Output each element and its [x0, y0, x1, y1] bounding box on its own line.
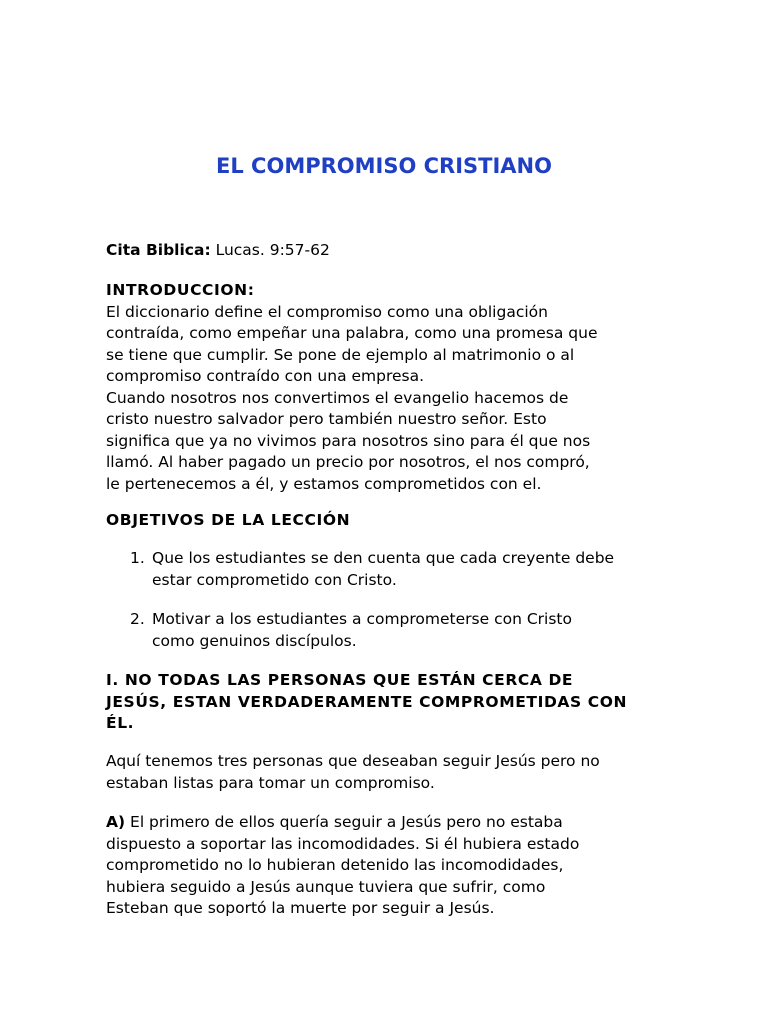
- objetivo-line: Motivar a los estudiantes a comprometerse con Cristo: [152, 610, 572, 628]
- cita-biblica: [106, 240, 666, 262]
- section-1-paragraph: [106, 751, 666, 794]
- objetivo-line: como genuinos discípulos.: [152, 631, 357, 650]
- intro-line: El diccionario define el compromiso como una obligación: [106, 302, 548, 321]
- point-a-label: A): [106, 813, 126, 831]
- paragraph-line: hubiera seguido a Jesús aunque tuviera que sufrir, como: [106, 877, 546, 896]
- intro-line: llamó. Al haber pagado un precio por nosotros, el nos compró,: [106, 453, 590, 471]
- section-heading-line: I. NO TODAS LAS PERSONAS QUE ESTÁN CERCA DE: [106, 671, 574, 689]
- paragraph-line: Esteban que soportó la muerte por seguir a Jesús.: [106, 899, 495, 917]
- intro-line: se tiene que cumplir. Se pone de ejemplo al matrimonio o al: [106, 345, 575, 364]
- objetivo-line: Que los estudiantes se den cuenta que cada creyente debe: [152, 549, 615, 567]
- introduccion-heading: INTRODUCCION:: [106, 281, 255, 299]
- objetivo-item-1: [130, 548, 670, 591]
- cita-label: Cita Biblica:: [106, 241, 211, 259]
- document-title: EL COMPROMISO CRISTIANO: [216, 154, 552, 178]
- intro-line: compromiso contraído con una empresa.: [106, 367, 425, 385]
- intro-line: significa que ya no vivimos para nosotros sino para él que nos: [106, 431, 591, 450]
- intro-line: Cuando nosotros nos convertimos el evangelio hacemos de: [106, 388, 569, 407]
- objetivo-number: 2.: [130, 610, 145, 628]
- paragraph-line: dispuesto a soportar las incomodidades. Si él hubiera estado: [106, 834, 580, 853]
- paragraph-line: Aquí tenemos tres personas que deseaban seguir Jesús pero no: [106, 752, 600, 770]
- section-heading-line: JESÚS, ESTAN VERDADERAMENTE COMPROMETIDAS CON: [106, 692, 628, 711]
- objetivo-line: estar comprometido con Cristo.: [152, 570, 397, 589]
- section-heading-line: ÉL.: [106, 714, 135, 732]
- intro-line: contraída, como empeñar una palabra, como una promesa que: [106, 324, 598, 342]
- intro-line: cristo nuestro salvador pero también nuestro señor. Esto: [106, 410, 547, 428]
- intro-line: le pertenecemos a él, y estamos comprometidos con el.: [106, 474, 542, 493]
- paragraph-line: estaban listas para tomar un compromiso.: [106, 773, 435, 792]
- objetivos-heading: OBJETIVOS DE LA LECCIÓN: [106, 511, 351, 529]
- objetivo-item-2: [130, 609, 670, 652]
- objetivo-number: 1.: [130, 549, 145, 567]
- cita-value: Lucas. 9:57-62: [210, 241, 330, 259]
- section-1-heading: [106, 670, 666, 735]
- point-a-paragraph: [106, 812, 666, 920]
- paragraph-line: comprometido no lo hubieran detenido las incomodidades,: [106, 856, 564, 874]
- point-a-first-line: El primero de ellos quería seguir a Jesús pero no estaba: [125, 813, 563, 831]
- introduccion-section: [106, 280, 666, 495]
